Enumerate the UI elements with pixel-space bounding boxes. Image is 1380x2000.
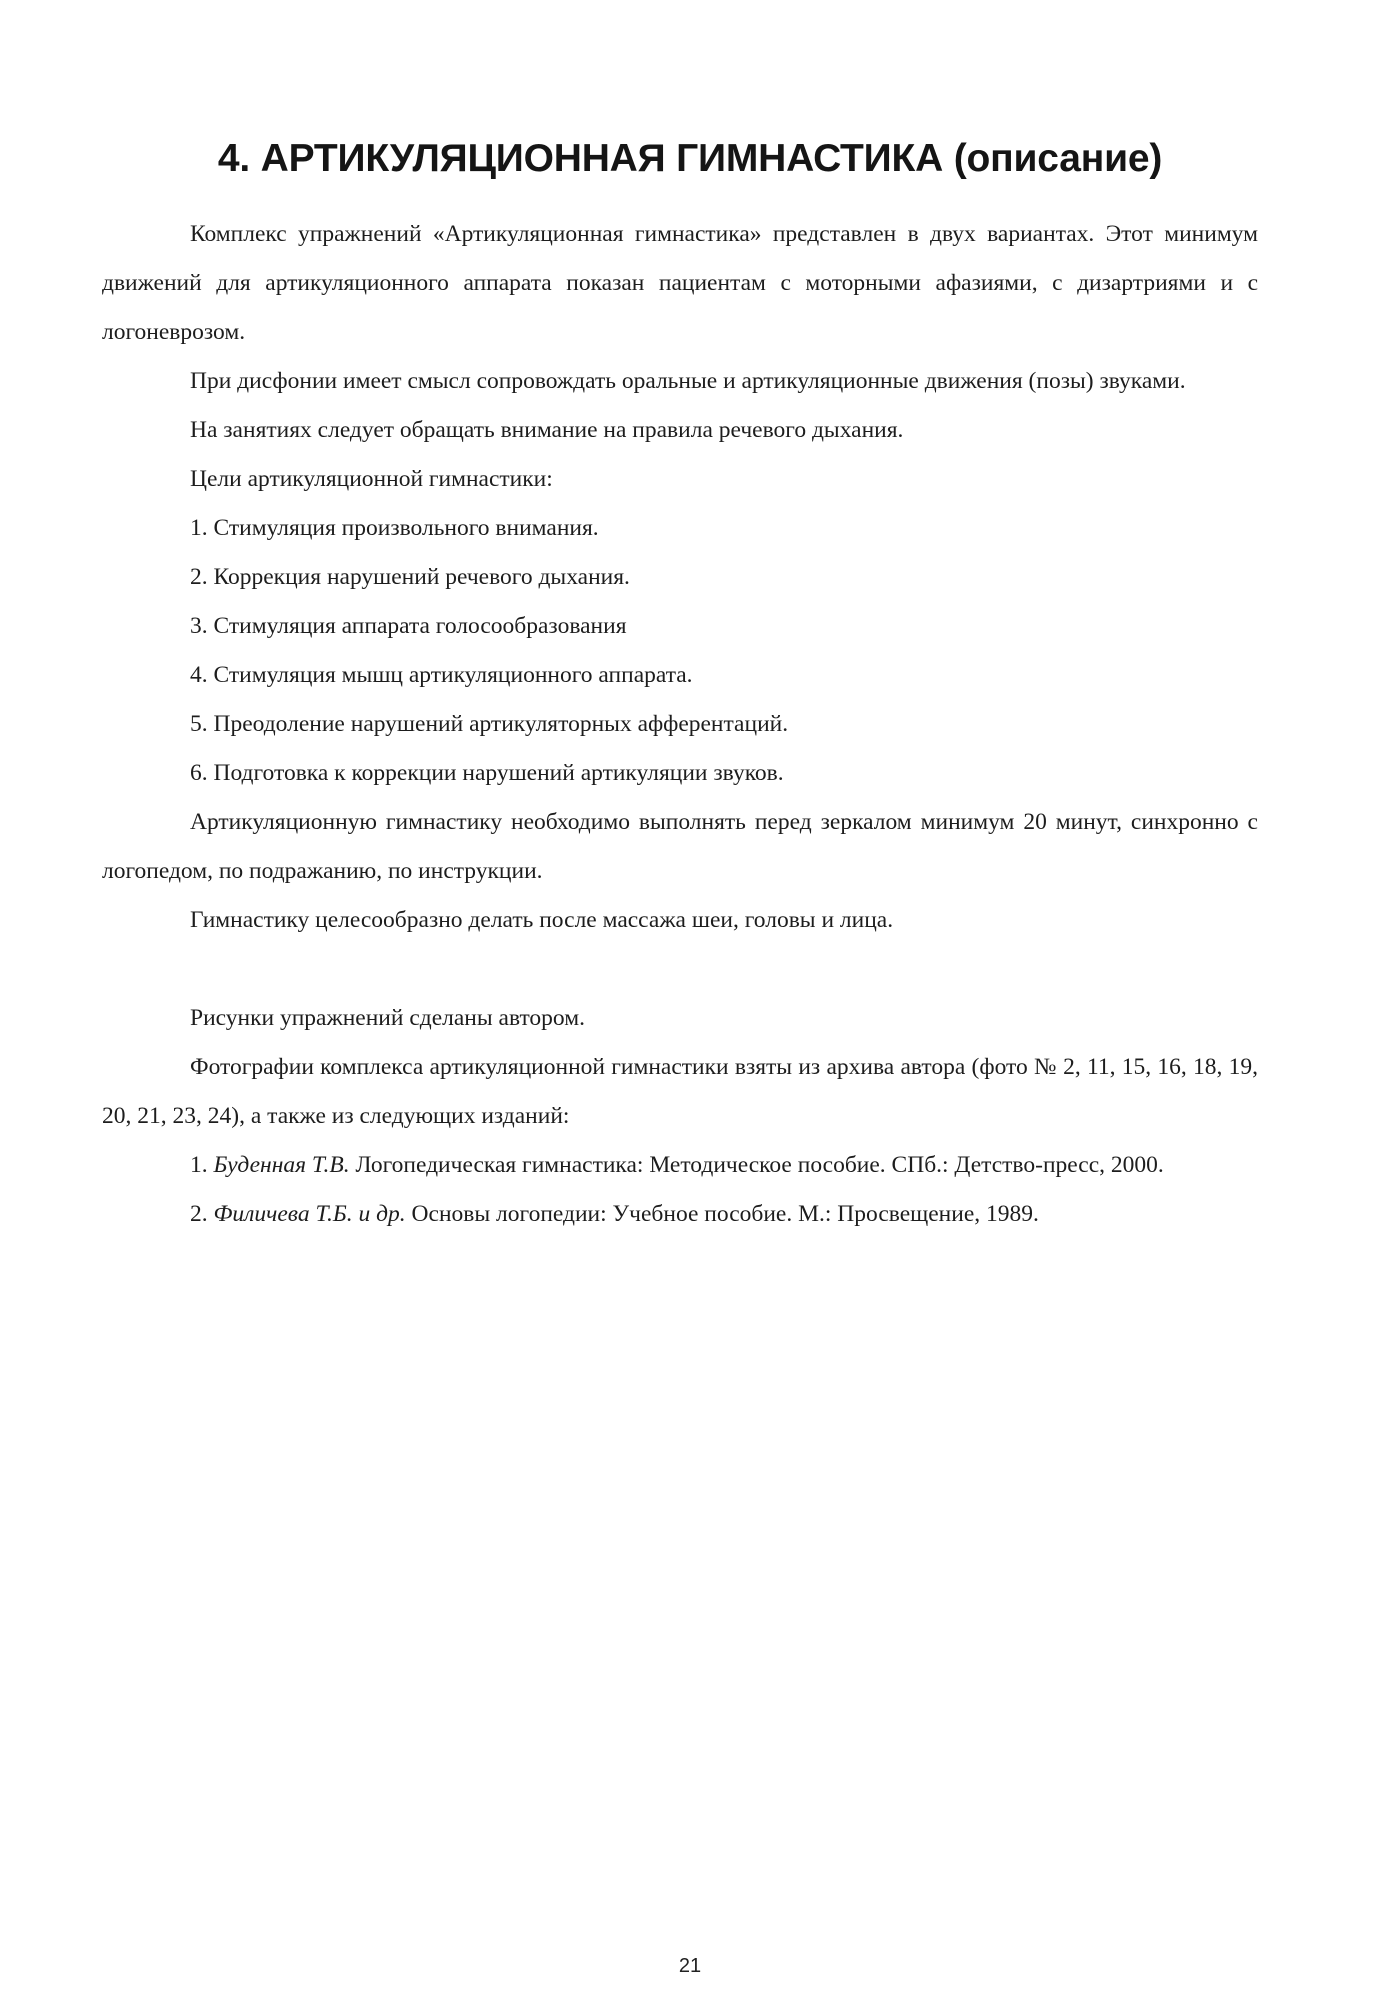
reference-item [102,1190,1258,1239]
reference-author: Филичева Т.Б. и др. [213,1201,406,1227]
page-number: 21 [678,1955,702,1977]
reference-number: 1. [190,1152,208,1178]
intro-paragraph: Комплекс упражнений «Артикуляционная гимнастика» представлен в двух вариантах. Этот минимум движений для артикуляционного аппарата показан пациентам с моторными афазиями, с дизартриями и с логоневрозом. [102,221,1258,345]
reference-author: Буденная Т.В. [213,1152,350,1178]
reference-number: 2. [190,1201,208,1227]
massage-paragraph: Гимнастику целесообразно делать после массажа шеи, головы и лица. [190,907,894,933]
goal-item: 5. Преодоление нарушений артикуляторных афферентаций. [190,711,789,737]
goals-list [102,504,1258,798]
mirror-paragraph: Артикуляционную гимнастику необходимо выполнять перед зеркалом минимум 20 минут, синхронно с логопедом, по подражанию, по инструкции. [102,809,1258,884]
drawings-paragraph: Рисунки упражнений сделаны автором. [190,1005,585,1031]
goal-item: 6. Подготовка к коррекции нарушений артикуляции звуков. [190,760,784,786]
page-title: 4. АРТИКУЛЯЦИОННАЯ ГИМНАСТИКА (описание) [217,137,1163,180]
dysphonia-paragraph: При дисфонии имеет смысл сопровождать оральные и артикуляционные движения (позы) звуками. [190,368,1186,394]
goals-heading: Цели артикуляционной гимнастики: [190,466,553,492]
reference-text: Логопедическая гимнастика: Методическое пособие. СПб.: Детство-пресс, 2000. [355,1152,1164,1178]
reference-text: Основы логопедии: Учебное пособие. М.: Просвещение, 1989. [411,1201,1039,1227]
goal-item: 3. Стимуляция аппарата голосообразования [190,613,627,639]
goal-item: 1. Стимуляция произвольного внимания. [190,515,599,541]
photos-paragraph: Фотографии комплекса артикуляционной гимнастики взяты из архива автора (фото № 2, 11, 15, 16, 18, 19, 20, 21, 23, 24), а также из следующих изданий: [102,1054,1258,1129]
goal-item: 4. Стимуляция мышц артикуляционного аппарата. [190,662,693,688]
reference-item [102,1141,1258,1190]
paragraph-spacer [102,945,1258,994]
goal-item: 2. Коррекция нарушений речевого дыхания. [190,564,630,590]
document-body [102,210,1258,1239]
breathing-paragraph: На занятиях следует обращать внимание на правила речевого дыхания. [190,417,904,443]
references-list [102,1141,1258,1239]
